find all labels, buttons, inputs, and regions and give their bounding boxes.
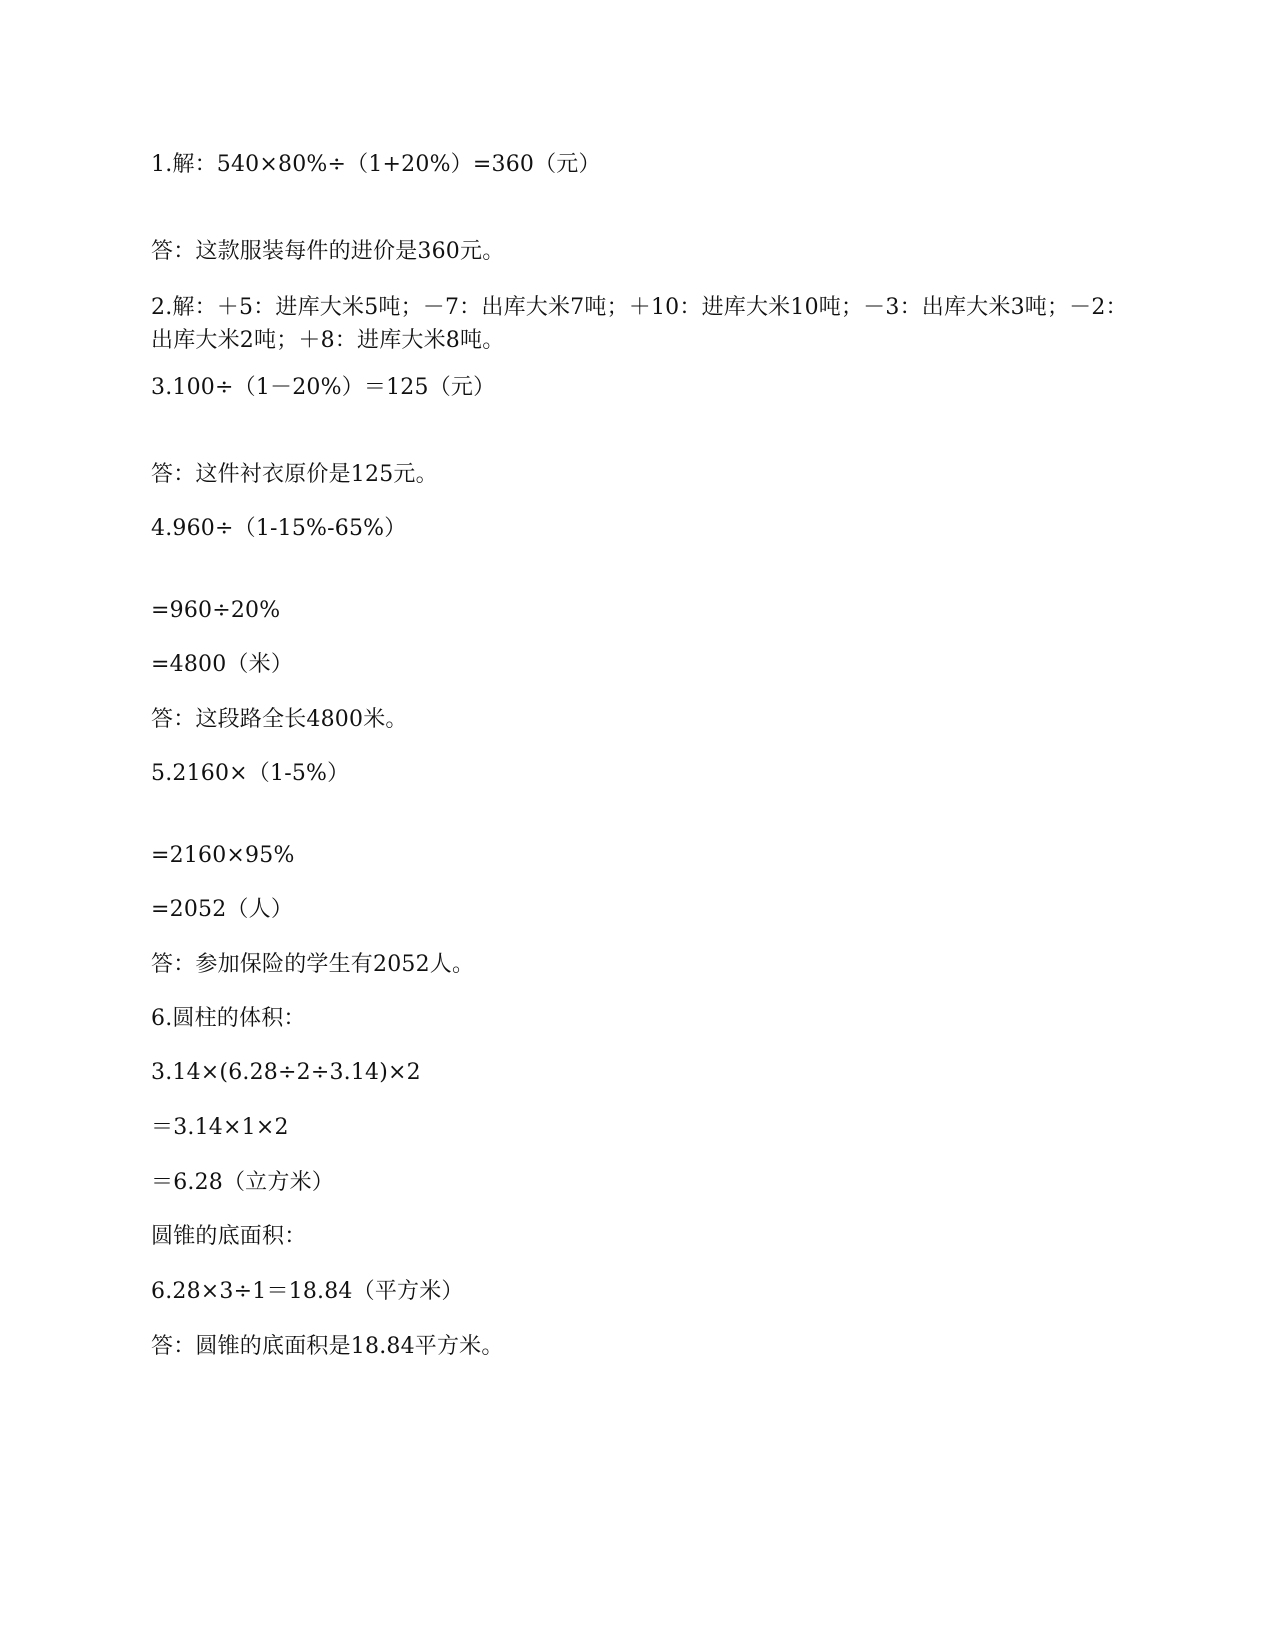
answer-6-cone-base-label: 圆锥的底面积：: [151, 1224, 307, 1249]
answer-6-step-4: 6.28×3÷1＝18.84（平方米）: [151, 1279, 464, 1304]
answer-5-step-2: =2052（人）: [151, 897, 294, 922]
answer-3-equation: 3.100÷（1－20%）＝125（元）: [151, 375, 496, 400]
answer-5-step-1: =2160×95%: [151, 843, 295, 868]
answer-6-step-1: 3.14×(6.28÷2÷3.14)×2: [151, 1060, 421, 1085]
answer-6-step-2: ＝3.14×1×2: [151, 1115, 289, 1140]
answer-4-equation: 4.960÷（1-15%-65%）: [151, 516, 407, 541]
answer-4-step-1: =960÷20%: [151, 598, 281, 623]
answer-2-solution: 2.解：＋5：进库大米5吨；－7：出库大米7吨；＋10：进库大米10吨；－3：出库大米3吨；－2：出库大米2吨；＋8：进库大米8吨。: [151, 295, 1128, 353]
answer-4-conclusion: 答：这段路全长4800米。: [151, 707, 408, 732]
answer-1-equation: 1.解：540×80%÷（1+20%）=360（元）: [151, 152, 601, 177]
answer-3-conclusion: 答：这件衬衣原价是125元。: [151, 462, 438, 487]
answer-1-conclusion: 答：这款服装每件的进价是360元。: [151, 239, 505, 264]
answer-6-step-3: ＝6.28（立方米）: [151, 1170, 334, 1195]
answer-6-cylinder-volume-label: 6.圆柱的体积：: [151, 1006, 306, 1031]
answer-5-equation: 5.2160×（1-5%）: [151, 761, 350, 786]
answer-4-step-2: =4800（米）: [151, 652, 294, 677]
answer-5-conclusion: 答：参加保险的学生有2052人。: [151, 952, 475, 977]
answer-6-conclusion: 答：圆锥的底面积是18.84平方米。: [151, 1334, 504, 1359]
